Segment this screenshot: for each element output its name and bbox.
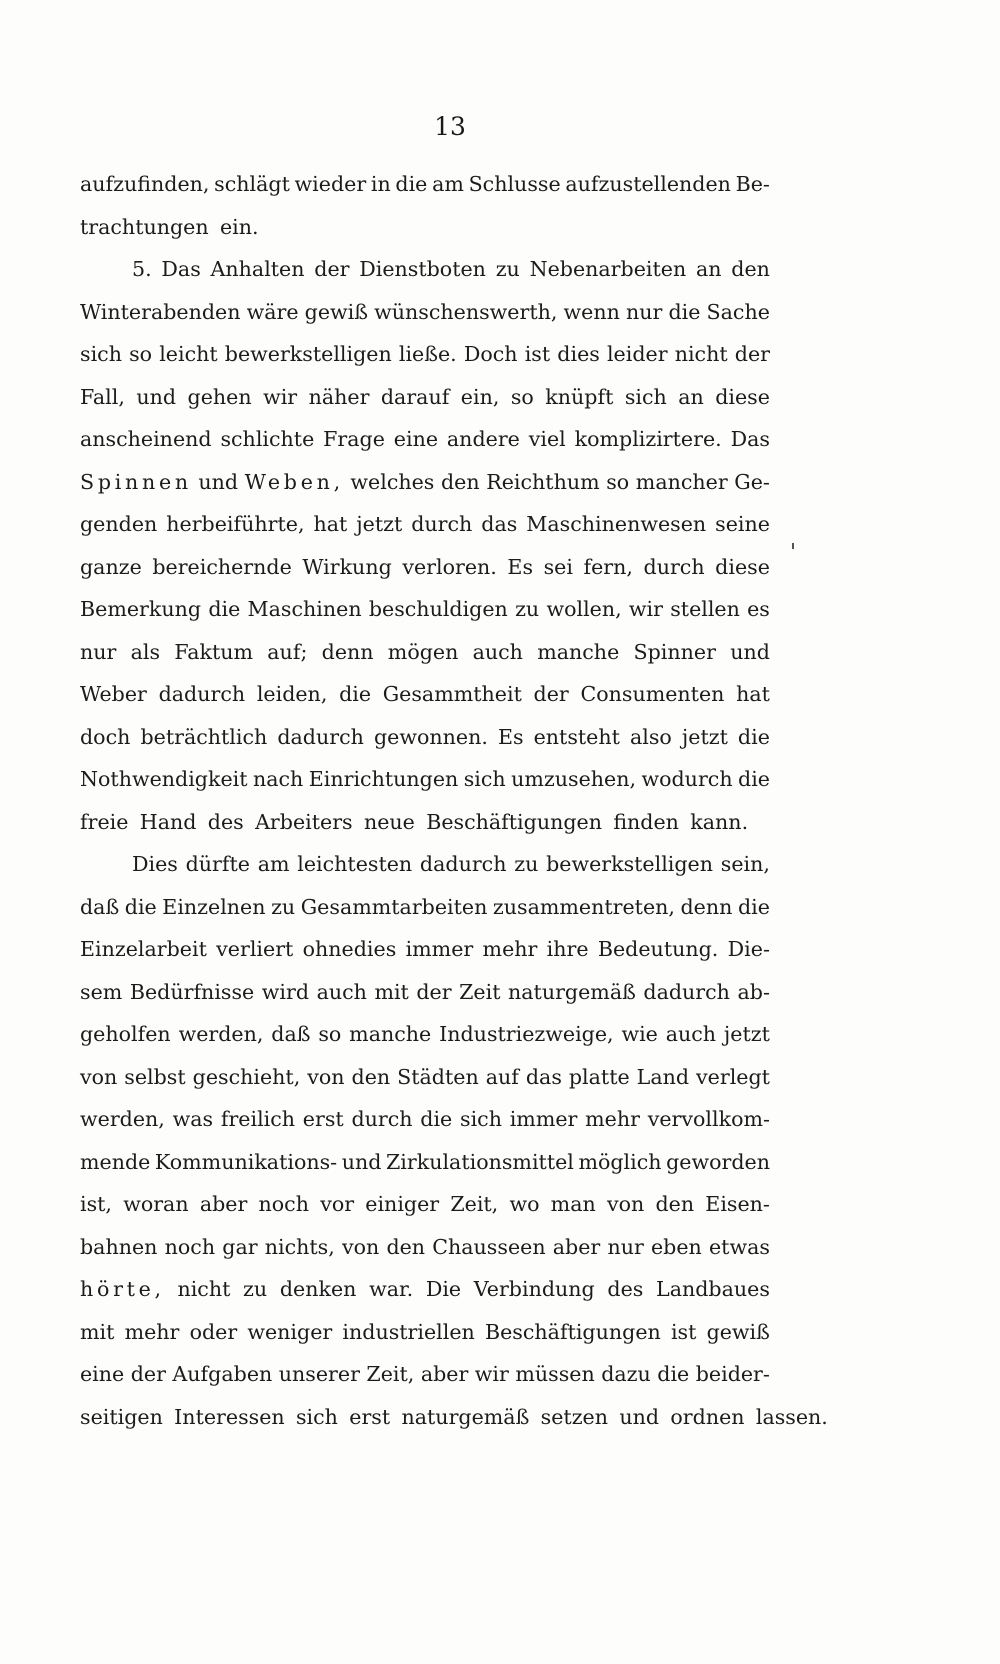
body-text bbox=[80, 163, 828, 1438]
text-line: Bemerkung die Maschinen beschuldigen zu wollen, wir stellen es bbox=[80, 597, 770, 621]
text-line: sich so leicht bewerkstelligen ließe. Doch ist dies leider nicht der bbox=[80, 342, 770, 366]
text-line: mende Kommunikations- und Zirkulationsmittel möglich geworden bbox=[80, 1149, 770, 1174]
text-line: mit mehr oder weniger industriellen Beschäftigungen ist gewiß bbox=[80, 1319, 770, 1344]
text-line: geholfen werden, daß so manche Industriezweige, wie auch jetzt bbox=[80, 1022, 770, 1046]
text-line: anscheinend schlichte Frage eine andere viel komplizirtere. Das bbox=[80, 427, 770, 451]
text-line: eine der Aufgaben unserer Zeit, aber wir müssen dazu die beider- bbox=[80, 1362, 770, 1386]
text-line: sem Bedürfnisse wird auch mit der Zeit naturgemäß dadurch ab- bbox=[80, 979, 770, 1004]
text-line: Weber dadurch leiden, die Gesammtheit der Consumenten hat bbox=[80, 682, 770, 706]
text-line: Dies dürfte am leichtesten dadurch zu bewerkstelligen sein, bbox=[132, 852, 770, 876]
text-line: bahnen noch gar nichts, von den Chausseen aber nur eben etwas bbox=[80, 1234, 770, 1259]
text-line: aufzufinden, schlägt wieder in die am Schlusse aufzustellenden Be- bbox=[80, 172, 770, 196]
text-line: doch beträchtlich dadurch gewonnen. Es entsteht also jetzt die bbox=[80, 724, 770, 749]
text-line: ist, woran aber noch vor einiger Zeit, wo man von den Eisen- bbox=[80, 1192, 770, 1216]
text-line: freie Hand des Arbeiters neue Beschäftigungen finden kann. bbox=[80, 809, 749, 834]
text-line: 5. Das Anhalten der Dienstboten zu Nebenarbeiten an den bbox=[132, 257, 770, 281]
text-line: Spinnen und Weben, welches den Reichthum so mancher Ge- bbox=[80, 469, 770, 494]
page-number: 13 bbox=[434, 112, 466, 141]
text-line: hörte, nicht zu denken war. Die Verbindung des Landbaues bbox=[80, 1277, 770, 1301]
text-line: daß die Einzelnen zu Gesammtarbeiten zusammentreten, denn die bbox=[80, 894, 770, 919]
text-line: seitigen Interessen sich erst naturgemäß setzen und ordnen lassen. bbox=[80, 1404, 828, 1429]
text-line: nur als Faktum auf; denn mögen auch manche Spinner und bbox=[80, 639, 770, 664]
text-line: Fall, und gehen wir näher darauf ein, so knüpft sich an diese bbox=[80, 384, 770, 409]
text-line: Einzelarbeit verliert ohnedies immer mehr ihre Bedeutung. Die- bbox=[80, 937, 770, 961]
text-line: von selbst geschieht, von den Städten auf das platte Land verlegt bbox=[80, 1064, 770, 1089]
text-line: trachtungen ein. bbox=[80, 214, 259, 239]
text-line: Nothwendigkeit nach Einrichtungen sich umzusehen, wodurch die bbox=[80, 767, 770, 791]
text-line: Winterabenden wäre gewiß wünschenswerth, wenn nur die Sache bbox=[80, 299, 770, 324]
text-line: ganze bereichernde Wirkung verloren. Es sei fern, durch diese bbox=[80, 554, 770, 579]
print-speck bbox=[792, 543, 794, 549]
text-line: werden, was freilich erst durch die sich immer mehr vervollkom- bbox=[80, 1107, 770, 1131]
text-line: genden herbeiführte, hat jetzt durch das Maschinenwesen seine bbox=[80, 512, 770, 536]
